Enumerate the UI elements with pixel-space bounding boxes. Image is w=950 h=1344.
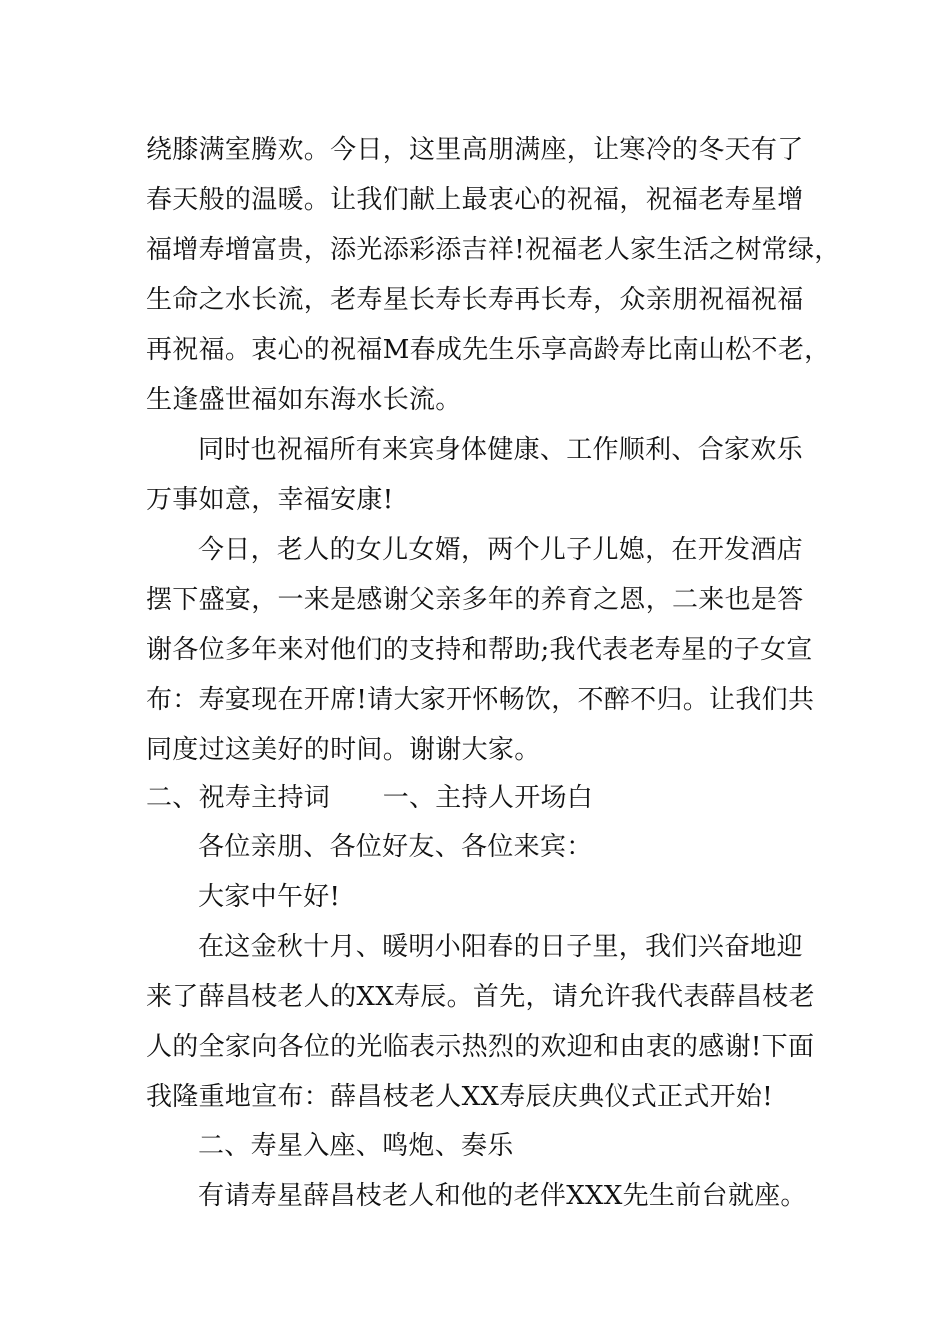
paragraph-first-line: 大家中午好! xyxy=(198,882,341,912)
text-line: 谢各位多年来对他们的支持和帮助;我代表老寿星的子女宣 xyxy=(146,635,813,665)
text-line: 绕膝满室腾欢。今日，这里高朋满座，让寒冷的冬天有了 xyxy=(146,135,804,165)
text-line: 布：寿宴现在开席!请大家开怀畅饮，不醉不归。让我们共 xyxy=(146,685,815,715)
text-line: 人的全家向各位的光临表示热烈的欢迎和由衷的感谢!下面 xyxy=(146,1032,815,1062)
text-line: 生命之水长流，老寿星长寿长寿再长寿，众亲朋祝福祝福 xyxy=(146,285,804,315)
text-line: 同度过这美好的时间。谢谢大家。 xyxy=(146,735,541,765)
text-line: 万事如意，幸福安康! xyxy=(146,485,394,515)
paragraph-first-line: 各位亲朋、各位好友、各位来宾： xyxy=(198,832,593,862)
paragraph-first-line: 在这金秋十月、暖明小阳春的日子里，我们兴奋地迎 xyxy=(198,932,803,962)
subsection-heading: 二、寿星入座、鸣炮、奏乐 xyxy=(198,1131,514,1161)
paragraph-first-line: 同时也祝福所有来宾身体健康、工作顺利、合家欢乐 xyxy=(198,435,803,465)
text-line: 摆下盛宴，一来是感谢父亲多年的养育之恩，二来也是答 xyxy=(146,585,804,615)
paragraph-first-line: 有请寿星薛昌枝老人和他的老伴XXX先生前台就座。 xyxy=(198,1181,807,1211)
section-heading: 二、祝寿主持词 一、主持人开场白 xyxy=(146,783,594,813)
text-line: 再祝福。衷心的祝福M春成先生乐享高龄寿比南山松不老， xyxy=(146,335,831,365)
text-line: 生逢盛世福如东海水长流。 xyxy=(146,385,462,415)
text-line: 我隆重地宣布：薛昌枝老人XX寿辰庆典仪式正式开始! xyxy=(146,1082,773,1112)
paragraph-first-line: 今日，老人的女儿女婿，两个儿子儿媳，在开发酒店 xyxy=(198,535,803,565)
text-line: 来了薛昌枝老人的XX寿辰。首先，请允许我代表薛昌枝老 xyxy=(146,982,815,1012)
text-line: 福增寿增富贵，添光添彩添吉祥!祝福老人家生活之树常绿， xyxy=(146,235,841,265)
text-line: 春天般的温暖。让我们献上最衷心的祝福，祝福老寿星增 xyxy=(146,185,804,215)
